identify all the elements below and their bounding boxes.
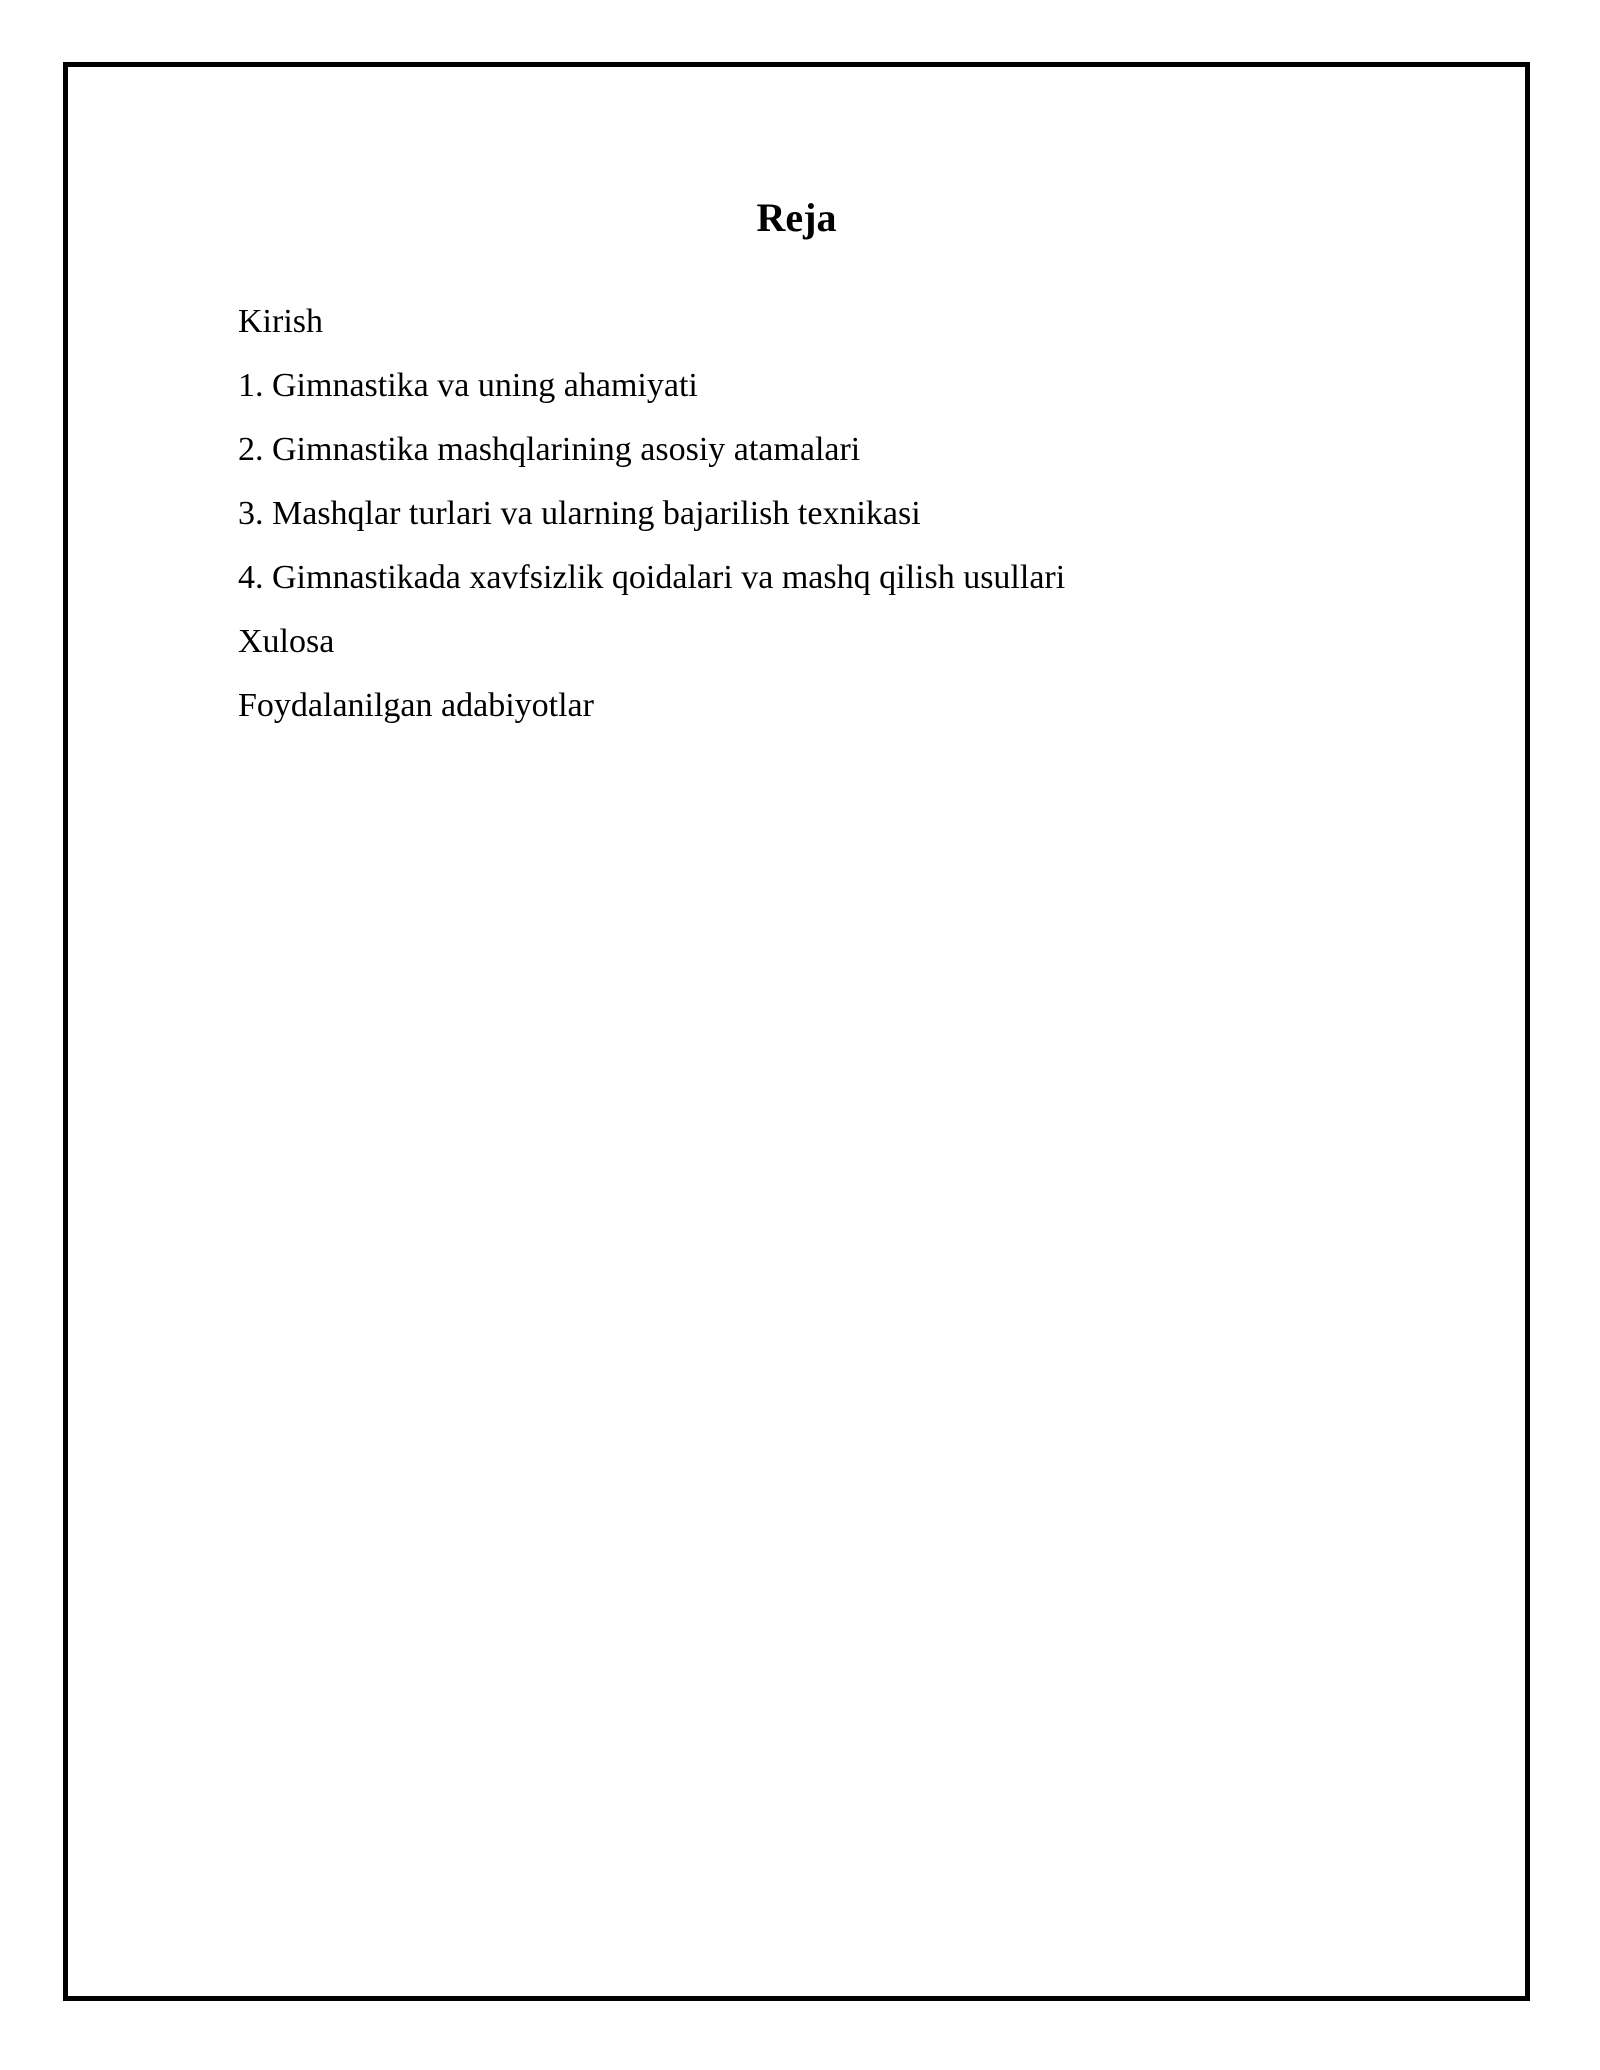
page-title: Reja bbox=[756, 195, 837, 240]
toc-item-references: Foydalanilgan adabiyotlar bbox=[238, 687, 594, 724]
table-of-contents bbox=[238, 290, 1065, 738]
toc-item-conclusion: Xulosa bbox=[238, 623, 335, 660]
toc-item-4: 4. Gimnastikada xavfsizlik qoidalari va mashq qilish usullari bbox=[238, 559, 1066, 596]
toc-item-3: 3. Mashqlar turlari va ularning bajarilish texnikasi bbox=[238, 495, 921, 532]
toc-item-introduction: Kirish bbox=[238, 303, 323, 340]
toc-item-2: 2. Gimnastika mashqlarining asosiy atamalari bbox=[238, 431, 861, 468]
page-border bbox=[63, 62, 1530, 2001]
toc-item-1: 1. Gimnastika va uning ahamiyati bbox=[238, 367, 698, 404]
